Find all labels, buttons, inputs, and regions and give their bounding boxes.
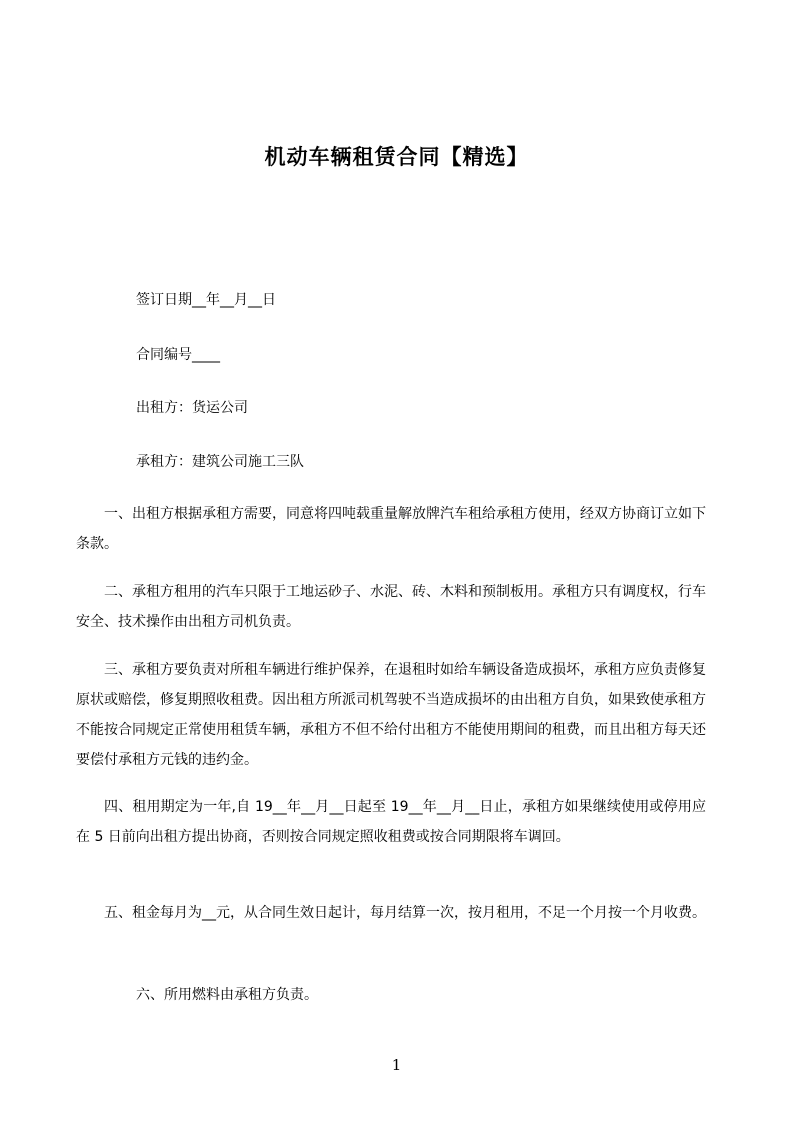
page-number: 1 — [391, 1056, 402, 1074]
clause-4: 四、租用期定为一年,自 19__年__月__日起至 19__年__月__日止，承租方如果继续使用或停用应在 5 日前向出租方提出协商，否则按合同规定照收租费或按合同期限将车调回。 — [76, 799, 706, 845]
contract-number-line: 合同编号____ — [136, 347, 220, 363]
clause-5: 五、租金每月为__元，从合同生效日起计，每月结算一次，按月租用，不足一个月按一个月收费。 — [104, 905, 706, 921]
clause-3: 三、承租方要负责对所租车辆进行维护保养，在退租时如给车辆设备造成损坏，承租方应负责修复原状或赔偿，修复期照收租费。因出租方所派司机驾驶不当造成损坏的由出租方自负，如果致使承租方不能按合同规定正常使用租赁车辆，承租方不但不给付出租方不能使用期间的租费，而且出租方每天还要偿付承租方元钱的违约金。 — [76, 662, 706, 768]
clause-6: 六、所用燃料由承租方负责。 — [136, 987, 318, 1003]
lessor-line: 出租方：货运公司 — [136, 400, 248, 416]
document-title: 机动车辆租赁合同【精选】 — [264, 145, 529, 169]
clause-1: 一、出租方根据承租方需要，同意将四吨载重量解放牌汽车租给承租方使用，经双方协商订立如下条款。 — [76, 506, 706, 552]
lessee-line: 承租方：建筑公司施工三队 — [136, 454, 304, 470]
sign-date-line: 签订日期__年__月__日 — [136, 292, 276, 308]
clause-2: 二、承租方租用的汽车只限于工地运砂子、水泥、砖、木料和预制板用。承租方只有调度权，行车安全、技术操作由出租方司机负责。 — [76, 584, 706, 630]
